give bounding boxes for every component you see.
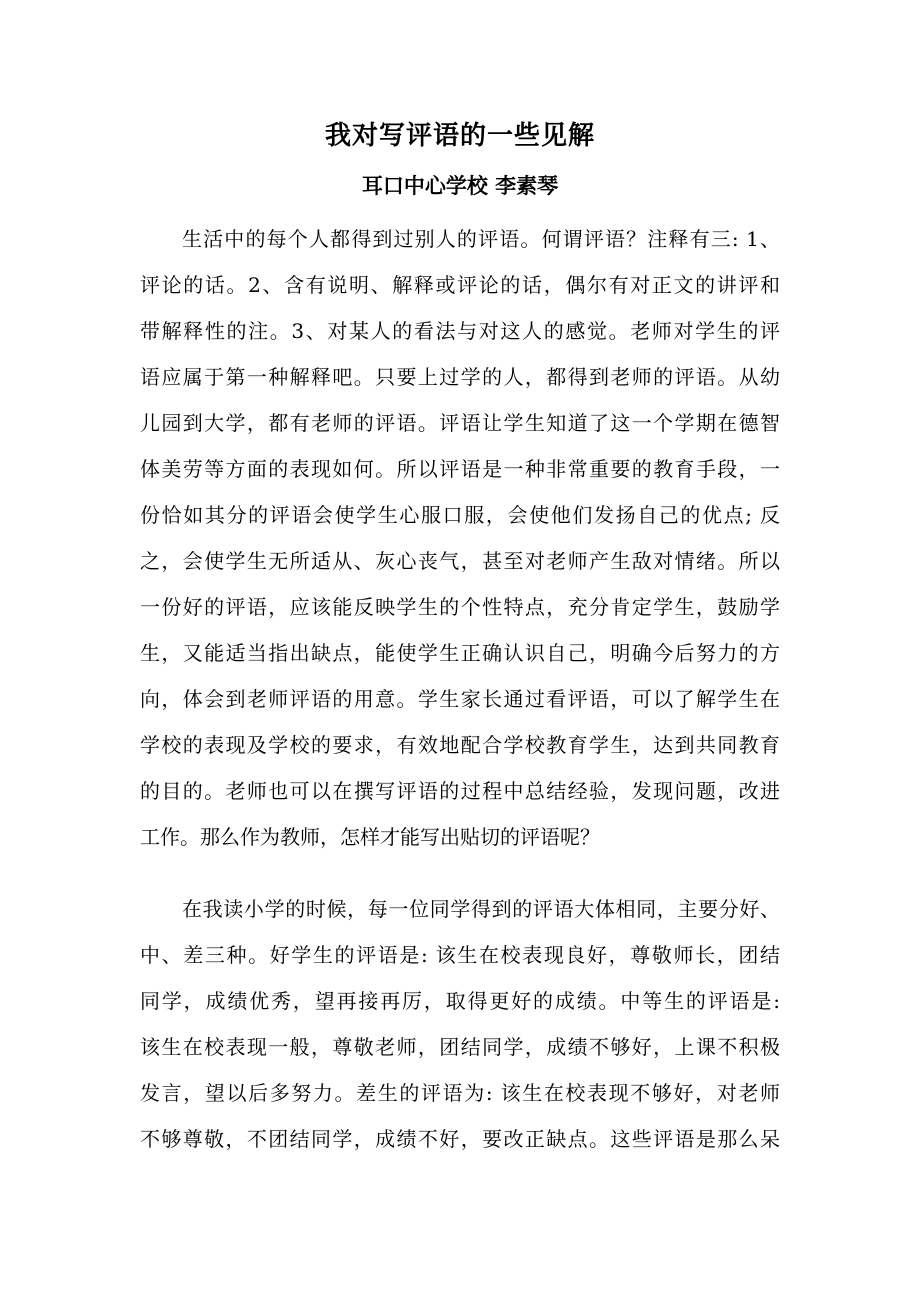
paragraph-1-line-6: 体美劳等方面的表现如何。所以评语是一种非常重要的教育手段，一 (140, 457, 780, 481)
paragraph-1-line-4: 语应属于第一种解释吧。只要上过学的人，都得到老师的评语。从幼 (140, 365, 780, 389)
paragraph-2-line-4: 该生在校表现一般，尊敬老师，团结同学，成绩不够好，上课不积极 (140, 1035, 780, 1059)
page-title: 我对写评语的一些见解 (324, 121, 595, 151)
paragraph-1-line-3: 带解释性的注。3、对某人的看法与对这人的感觉。老师对学生的评 (140, 319, 780, 343)
paragraph-1-line-2: 评论的话。2、含有说明、解释或评论的话，偶尔有对正文的讲评和 (140, 273, 780, 297)
paragraph-2-line-1: 在我读小学的时候，每一位同学得到的评语大体相同，主要分好、 (182, 897, 780, 921)
paragraph-2-line-2: 中、差三种。好学生的评语是: 该生在校表现良好，尊敬师长，团结 (140, 943, 780, 967)
paragraph-1-line-8: 之，会使学生无所适从、灰心丧气，甚至对老师产生敌对情绪。所以 (140, 549, 780, 573)
paragraph-1-line-9: 一份好的评语，应该能反映学生的个性特点，充分肯定学生，鼓励学 (140, 595, 780, 619)
paragraph-1-line-1: 生活中的每个人都得到过别人的评语。何谓评语？注释有三: 1、 (182, 227, 780, 251)
author-line: 耳口中心学校 李素琴 (361, 173, 559, 198)
paragraph-1-line-12: 学校的表现及学校的要求，有效地配合学校教育学生，达到共同教育 (140, 733, 780, 757)
paragraph-2-line-6: 不够尊敬，不团结同学，成绩不好，要改正缺点。这些评语是那么呆 (140, 1127, 780, 1151)
paragraph-1-line-5: 儿园到大学，都有老师的评语。评语让学生知道了这一个学期在德智 (140, 411, 780, 435)
paragraph-2-line-5: 发言，望以后多努力。差生的评语为: 该生在校表现不够好，对老师 (140, 1081, 780, 1105)
paragraph-1-line-10: 生，又能适当指出缺点，能使学生正确认识自己，明确今后努力的方 (140, 641, 780, 665)
paragraph-1-line-11: 向，体会到老师评语的用意。学生家长通过看评语，可以了解学生在 (140, 687, 780, 711)
paragraph-1-line-7: 份恰如其分的评语会使学生心服口服，会使他们发扬自己的优点; 反 (140, 503, 780, 527)
paragraph-1-line-13: 的目的。老师也可以在撰写评语的过程中总结经验，发现问题，改进 (140, 779, 780, 803)
paragraph-2-line-3: 同学，成绩优秀，望再接再厉，取得更好的成绩。中等生的评语是: (140, 989, 780, 1013)
paragraph-1-line-14: 工作。那么作为教师，怎样才能写出贴切的评语呢？ (140, 825, 600, 849)
